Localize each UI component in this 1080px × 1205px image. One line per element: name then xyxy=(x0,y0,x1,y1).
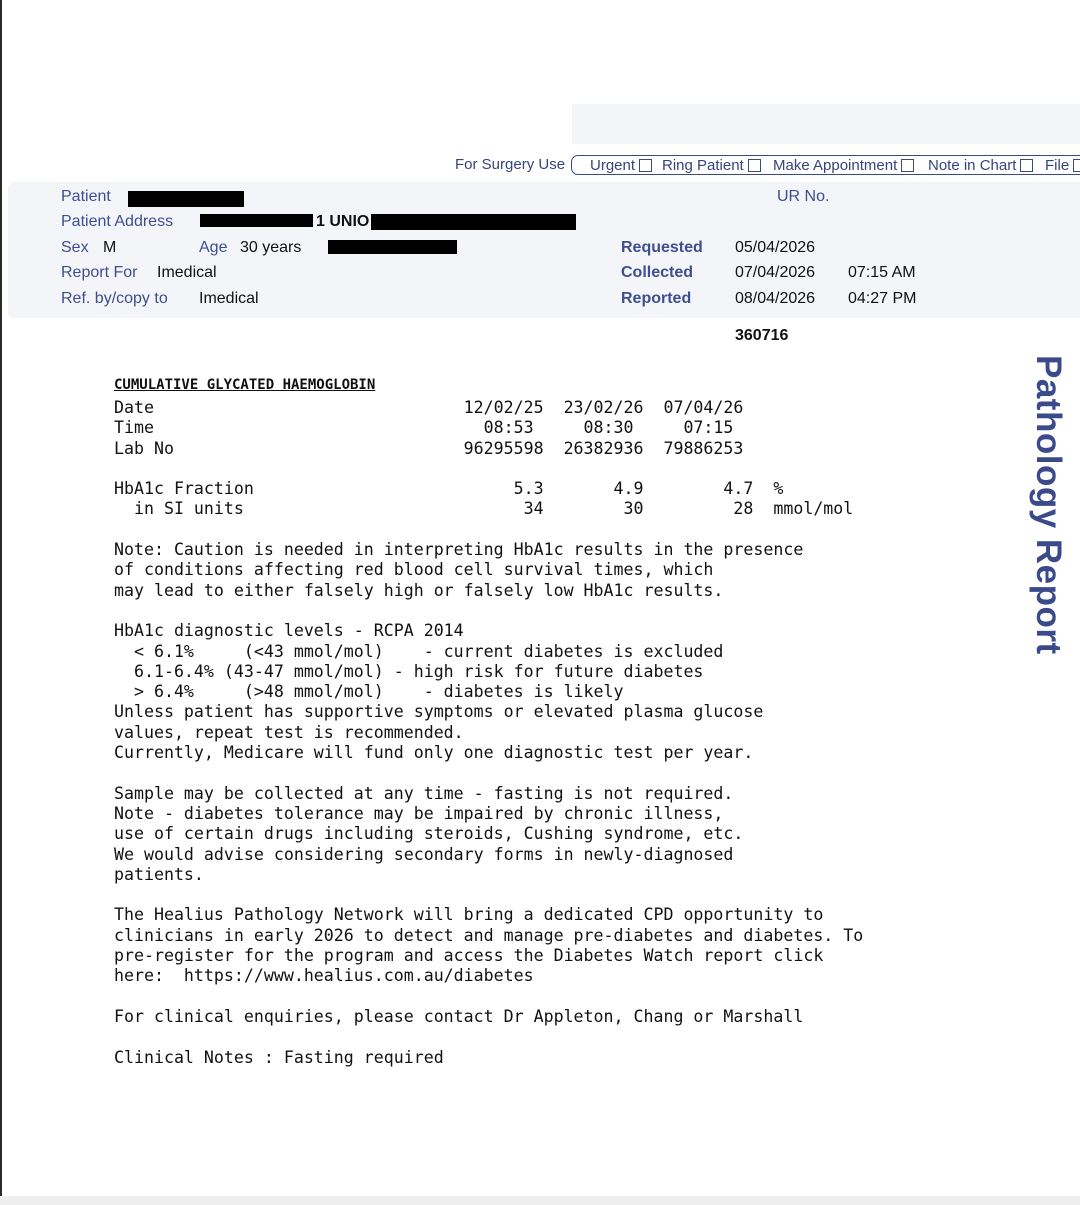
result-line: < 6.1% (<43 mmol/mol) - current diabetes is excluded xyxy=(114,641,724,661)
result-line: Currently, Medicare will fund only one diagnostic test per year. xyxy=(114,743,754,763)
ref-copy-to-value: Imedical xyxy=(199,290,259,307)
make-appointment-checkbox[interactable] xyxy=(901,159,914,172)
sex-value: M xyxy=(103,239,117,256)
option-urgent[interactable] xyxy=(590,157,652,174)
result-line: Note - diabetes tolerance may be impaired by chronic illness, xyxy=(114,803,724,823)
result-line: We would advise considering secondary forms in newly-diagnosed xyxy=(114,844,734,864)
result-line: use of certain drugs including steroids, Cushing syndrome, etc. xyxy=(114,824,744,844)
patient-address-value: 1 UNIO xyxy=(316,213,370,230)
result-line xyxy=(114,1027,863,1047)
result-line: HbA1c Fraction 5.3 4.9 4.7 % xyxy=(114,479,784,499)
option-file-label: File xyxy=(1045,157,1070,174)
requested-date: 05/04/2026 xyxy=(735,239,816,256)
result-line: clinicians in early 2026 to detect and manage pre-diabetes and diabetes. To xyxy=(114,925,864,945)
option-note-in-chart-label: Note in Chart xyxy=(928,157,1017,174)
reported-date: 08/04/2026 xyxy=(735,290,816,307)
result-line: Lab No 96295598 26382936 79886253 xyxy=(114,438,744,458)
result-line: For clinical enquiries, please contact Dr Appleton, Chang or Marshall xyxy=(114,1006,804,1026)
result-line: Clinical Notes : Fasting required xyxy=(114,1047,444,1067)
collected-label: Collected xyxy=(621,264,694,281)
result-line: Date 12/02/25 23/02/26 07/04/26 xyxy=(114,398,744,417)
result-line: Sample may be collected at any time - fasting is not required. xyxy=(114,783,734,803)
urgent-checkbox[interactable] xyxy=(639,159,652,172)
result-line xyxy=(114,520,863,540)
result-line: Time 08:53 08:30 07:15 xyxy=(114,418,734,438)
age-label: Age xyxy=(199,239,228,256)
sex-label: Sex xyxy=(61,239,89,256)
result-line: values, repeat test is recommended. xyxy=(114,722,464,742)
result-line: of conditions affecting red blood cell survival times, which xyxy=(114,560,714,580)
report-title: Pathology Report xyxy=(1029,355,1068,655)
section-title: CUMULATIVE GLYCATED HAEMOGLOBIN xyxy=(114,377,376,393)
header-panel xyxy=(572,104,1080,144)
result-line: Unless patient has supportive symptoms or elevated plasma glucose xyxy=(114,702,764,722)
result-line xyxy=(114,987,863,1007)
requested-label: Requested xyxy=(621,239,703,256)
result-line: pre-register for the program and access the Diabetes Watch report click xyxy=(114,946,824,966)
option-file[interactable] xyxy=(1045,157,1080,174)
result-line: HbA1c diagnostic levels - RCPA 2014 xyxy=(114,621,464,641)
ref-copy-to-label: Ref. by/copy to xyxy=(61,290,168,307)
redacted-address-prefix xyxy=(200,214,313,227)
patient-address-label: Patient Address xyxy=(61,213,174,230)
result-line: here: https://www.healius.com.au/diabetes xyxy=(114,966,534,986)
file-checkbox[interactable] xyxy=(1073,159,1080,172)
note-in-chart-checkbox[interactable] xyxy=(1020,159,1033,172)
result-line: > 6.4% (>48 mmol/mol) - diabetes is likely xyxy=(114,682,624,702)
patient-label: Patient xyxy=(61,188,111,205)
result-line xyxy=(114,459,863,479)
ur-number-label: UR No. xyxy=(777,188,830,205)
option-ring-patient[interactable] xyxy=(662,157,761,174)
page-left-border xyxy=(0,0,2,1205)
reported-time: 04:27 PM xyxy=(848,290,917,307)
result-line: in SI units 34 30 28 mmol/mol xyxy=(114,499,854,519)
result-line: may lead to either falsely high or falsely low HbA1c results. xyxy=(114,580,724,600)
episode-number: 360716 xyxy=(735,327,789,344)
result-line: 6.1-6.4% (43-47 mmol/mol) - high risk for future diabetes xyxy=(114,661,704,681)
option-make-appointment-label: Make Appointment xyxy=(773,157,898,174)
result-line xyxy=(114,885,863,905)
collected-time: 07:15 AM xyxy=(848,264,916,281)
report-for-label: Report For xyxy=(61,264,138,281)
result-line xyxy=(114,601,863,621)
surgery-options-box xyxy=(571,155,1080,175)
age-value: 30 years xyxy=(240,239,302,256)
option-note-in-chart[interactable] xyxy=(928,157,1033,174)
result-line xyxy=(114,763,863,783)
surgery-use-label: For Surgery Use xyxy=(455,156,566,173)
result-line: patients. xyxy=(114,864,204,884)
option-urgent-label: Urgent xyxy=(590,157,636,174)
option-ring-patient-label: Ring Patient xyxy=(662,157,744,174)
redacted-address-suffix xyxy=(371,214,576,230)
option-make-appointment[interactable] xyxy=(773,157,914,174)
result-line: The Healius Pathology Network will bring a dedicated CPD opportunity to xyxy=(114,905,824,925)
collected-date: 07/04/2026 xyxy=(735,264,816,281)
report-for-value: Imedical xyxy=(157,264,217,281)
redacted-dob xyxy=(328,240,457,254)
redacted-patient-name xyxy=(128,191,244,207)
ring-patient-checkbox[interactable] xyxy=(748,159,761,172)
page-bottom-strip xyxy=(0,1196,1080,1205)
result-body xyxy=(114,398,863,1068)
reported-label: Reported xyxy=(621,290,692,307)
result-line: Note: Caution is needed in interpreting HbA1c results in the presence xyxy=(114,540,804,560)
